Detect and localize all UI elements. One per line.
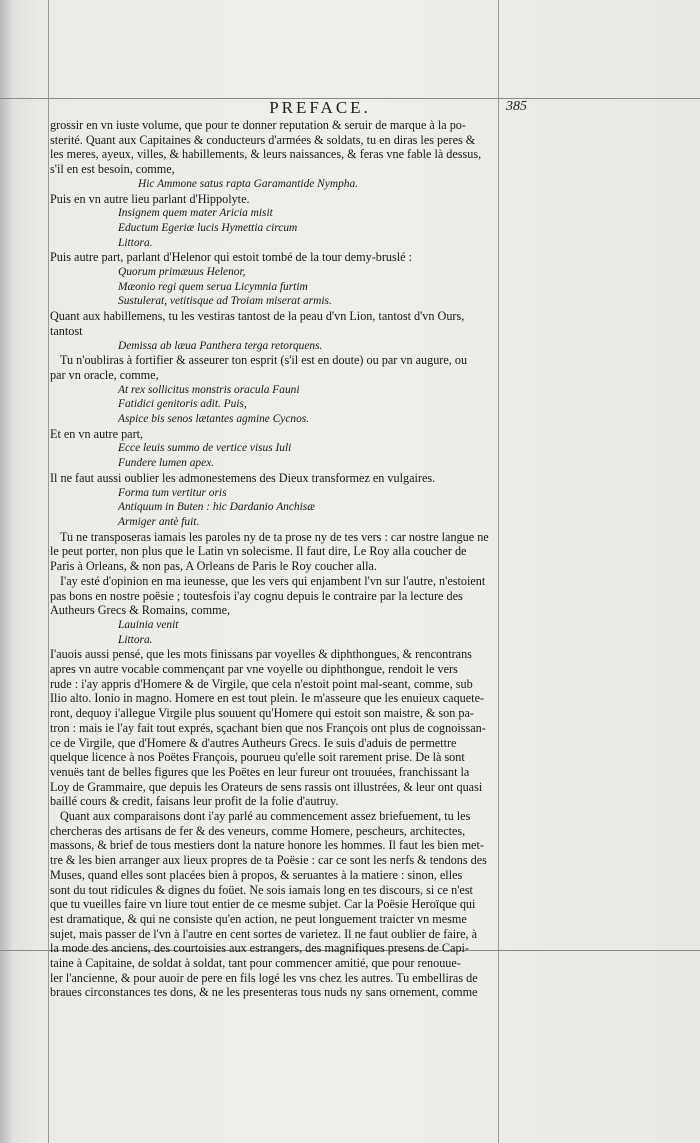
text-line: Tu n'oubliras à fortifier & asseurer ton esprit (s'il est en doute) ou par vn augure, ou bbox=[60, 353, 468, 368]
text-line: Paris à Orleans, & non pas, A Orleans de Paris le Roy coucher alla. bbox=[50, 559, 377, 574]
text-line: tre & les bien arranger aux lieux propres de ta Poësie : car ce sont les nerfs & tendons des bbox=[50, 853, 487, 868]
page-gutter-shadow bbox=[0, 0, 12, 1143]
text-line: Quant aux habillemens, tu les vestiras tantost de la peau d'vn Lion, tantost d'vn Ours, bbox=[50, 309, 465, 324]
verse-line: Lauinia venit bbox=[118, 618, 179, 631]
verse-line: Littora. bbox=[118, 633, 153, 646]
verse-line: Quorum primæuus Helenor, bbox=[118, 266, 246, 279]
verse-line: Mæonio regi quem serua Licymnia furtim bbox=[118, 280, 308, 293]
text-line: baillé cours & credit, faisans leur profit de la folie d'autruy. bbox=[50, 794, 339, 809]
text-line: Loy de Grammaire, que depuis les Orateurs de sens rassis ont illustrées, & leur ont quasi bbox=[50, 779, 483, 794]
verse-line: Demissa ab læua Panthera terga retorquens. bbox=[118, 339, 323, 352]
text-line: Tu ne transposeras iamais les paroles ny de ta prose ny de tes vers : car nostre langue ne bbox=[60, 529, 489, 544]
text-line: venuës tant de belles figures que les Poëtes en leur fureur ont trouuées, franchissant la bbox=[50, 764, 470, 779]
frame-rule-left bbox=[48, 0, 49, 1143]
text-line: tron : mais ie l'ay fait tout exprés, sçachant bien que nos François ont plus de cognoissan- bbox=[50, 720, 486, 735]
text-line: est dramatique, & qui ne consiste qu'en action, ne peut longuement traicter vn mesme bbox=[50, 911, 467, 926]
text-line: le peut porter, non plus que le Latin vn solecisme. Il faut dire, Le Roy alla coucher de bbox=[50, 544, 467, 559]
text-line: apres vn autre vocable commençant par vne voyelle ou diphthongue, rendoit le vers bbox=[50, 662, 458, 677]
text-line: massons, & brief de tous mestiers dont la nature honore les hommes. Il faut les bien met- bbox=[50, 838, 484, 853]
page-number: 385 bbox=[506, 99, 527, 114]
text-line: grossir en vn iuste volume, que pour te donner reputation & seruir de marque à la po- bbox=[50, 118, 466, 132]
text-line: rude : i'ay appris d'Homere & de Virgile, que cela n'estoit point mal-seant, comme, sub bbox=[50, 676, 473, 691]
text-line: Puis en vn autre lieu parlant d'Hippolyte. bbox=[50, 191, 250, 206]
verse-line: Aspice bis senos lætantes agmine Cycnos. bbox=[118, 413, 310, 426]
text-line: tantost bbox=[50, 323, 83, 338]
text-line: Quant aux comparaisons dont i'ay parlé au commencement assez briefuement, tu les bbox=[60, 809, 471, 824]
text-line: que tu vueilles faire vn liure tout entier de ce mesme subjet. Car la Poësie Heroïque qui bbox=[50, 897, 476, 912]
text-line: ce de Virgile, que d'Homere & d'autres Autheurs Grecs. Ie suis d'aduis de permettre bbox=[50, 735, 457, 750]
verse-line: Littora. bbox=[118, 236, 153, 249]
verse-line: Insignem quem mater Aricia misit bbox=[118, 207, 273, 220]
verse-line: Eductum Egeriæ lucis Hymettia circum bbox=[118, 221, 298, 234]
text-line: Il ne faut aussi oublier les admonestemens des Dieux transformez en vulgaires. bbox=[50, 470, 436, 485]
running-title: PREFACE. bbox=[269, 98, 371, 117]
text-line: sont du tout ridicules & dignes du foüet. Ne sois iamais long en tes discours, si ce n'est bbox=[50, 882, 473, 897]
verse-line: Forma tum vertitur oris bbox=[118, 486, 227, 499]
verse-line: Armiger antè fuit. bbox=[118, 515, 200, 528]
text-line: par vn oracle, comme, bbox=[50, 367, 159, 382]
text-line: s'il en est besoin, comme, bbox=[50, 162, 175, 177]
body-text bbox=[50, 118, 500, 1000]
text-line: Muses, quand elles sont placées bien à propos, & seruantes à la matiere : sinon, elles bbox=[50, 867, 463, 882]
text-line: ler l'ancienne, & pour auoir de pere en fils logé les vns chez les autres. Tu embelliras de bbox=[50, 970, 478, 985]
text-line: taine à Capitaine, de soldat à soldat, tant pour commencer amitié, que pour renouue- bbox=[50, 956, 461, 971]
verse-line: At rex sollicitus monstris oracula Fauni bbox=[118, 383, 300, 396]
text-line: ront, dequoy i'allegue Virgile plus souuent qu'Homere qui estoit son maistre, & son pa- bbox=[50, 706, 474, 721]
text-line: I'ay esté d'opinion en ma ieunesse, que les vers qui enjambent l'vn sur l'autre, n'estoient bbox=[60, 573, 486, 588]
verse-line: Antiquum in Buten : hic Dardanio Anchisæ bbox=[118, 501, 315, 514]
verse-line: Fundere lumen apex. bbox=[118, 457, 215, 470]
text-line: la mode des anciens, des courtoisies aux estrangers, des magnifiques presens de Capi- bbox=[50, 941, 469, 956]
verse-line: Fatidici genitoris adit. Puis, bbox=[118, 398, 247, 411]
text-line: sujet, mais passer de l'vn à l'autre en cent sortes de varietez. Il ne faut oublier de faire, à bbox=[50, 926, 478, 941]
verse-line: Hic Ammone satus rapta Garamantide Nympha. bbox=[138, 177, 358, 190]
text-line: pas bons en nostre poësie ; toutesfois i'ay cognu depuis le contraire par la lecture des bbox=[50, 588, 463, 603]
text-line: Ilio alto. Ionio in magno. Homere en est tout plein. Ie m'asseure que les enuieux caquete- bbox=[50, 691, 485, 706]
text-line: Et en vn autre part, bbox=[50, 426, 144, 441]
text-line: braues circonstances tes dons, & ne les presenteras tous nuds ny sans ornement, comme bbox=[50, 985, 478, 1000]
text-line: I'auois aussi pensé, que les mots finissans par voyelles & diphthongues, & rencontrans bbox=[50, 647, 472, 662]
text-line: chercheras des artisans de fer & des veneurs, comme Homere, pescheurs, architectes, bbox=[50, 823, 466, 838]
text-line: quelque licence à nos Poëtes François, pourueu qu'elle soit rarement prise. De là sont bbox=[50, 750, 465, 765]
text-line: sterité. Quant aux Capitaines & conducteurs d'armées & soldats, tu en diras les peres & bbox=[50, 132, 476, 147]
text-line: Puis autre part, parlant d'Helenor qui estoit tombé de la tour demy-bruslé : bbox=[50, 250, 412, 265]
verse-line: Ecce leuis summo de vertice visus Iuli bbox=[118, 442, 292, 455]
text-line: les meres, ayeux, villes, & habillements, & leurs naissances, & feras vne fable là dessus, bbox=[50, 147, 482, 162]
verse-line: Sustulerat, vetitisque ad Troiam miserat armis. bbox=[118, 295, 332, 308]
text-line: Autheurs Grecs & Romains, comme, bbox=[50, 603, 231, 618]
